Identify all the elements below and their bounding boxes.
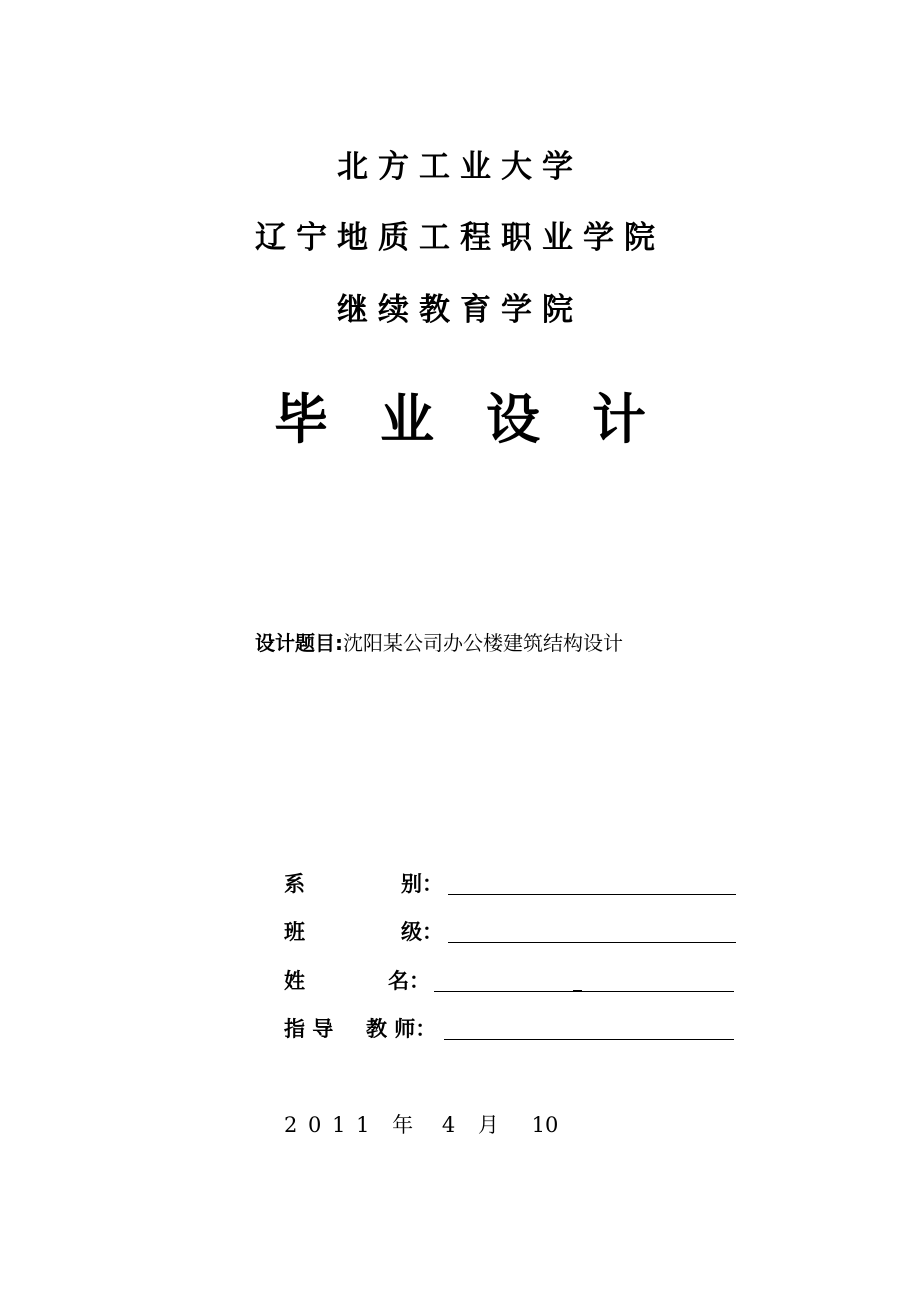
design-topic-label: 设计题目: [255, 631, 343, 655]
name-blank-line [434, 991, 734, 992]
class-blank-line [448, 942, 736, 943]
date-line [284, 1110, 558, 1140]
design-topic [255, 628, 623, 658]
department-blank-line [448, 894, 736, 895]
class-label-start: 班 [284, 920, 305, 944]
university-name: 北方工业大学 [337, 149, 583, 185]
college-name: 辽宁地质工程职业学院 [255, 220, 665, 256]
advisor-label-end: 教 师： [366, 1017, 437, 1041]
name-label-end: 名： [388, 969, 430, 993]
design-topic-value: 沈阳某公司办公楼建筑结构设计 [343, 631, 623, 655]
date-day: 10 [531, 1113, 559, 1137]
class-label-end: 级： [401, 920, 443, 944]
name-blank-mark [573, 990, 582, 992]
date-year-unit: 年 [392, 1113, 414, 1137]
date-month-unit: 月 [477, 1113, 499, 1137]
name-label-start: 姓 [284, 969, 305, 993]
date-year: 2 0 1 1 [284, 1113, 372, 1137]
document-type-title: 毕业设计 [274, 388, 698, 451]
advisor-label-start: 指 导 [284, 1017, 334, 1041]
department-label-end: 别： [401, 872, 443, 896]
school-name: 继续教育学院 [337, 292, 583, 328]
advisor-blank-line [444, 1039, 734, 1040]
date-month: 4 [441, 1113, 456, 1137]
department-label-start: 系 [284, 872, 305, 896]
